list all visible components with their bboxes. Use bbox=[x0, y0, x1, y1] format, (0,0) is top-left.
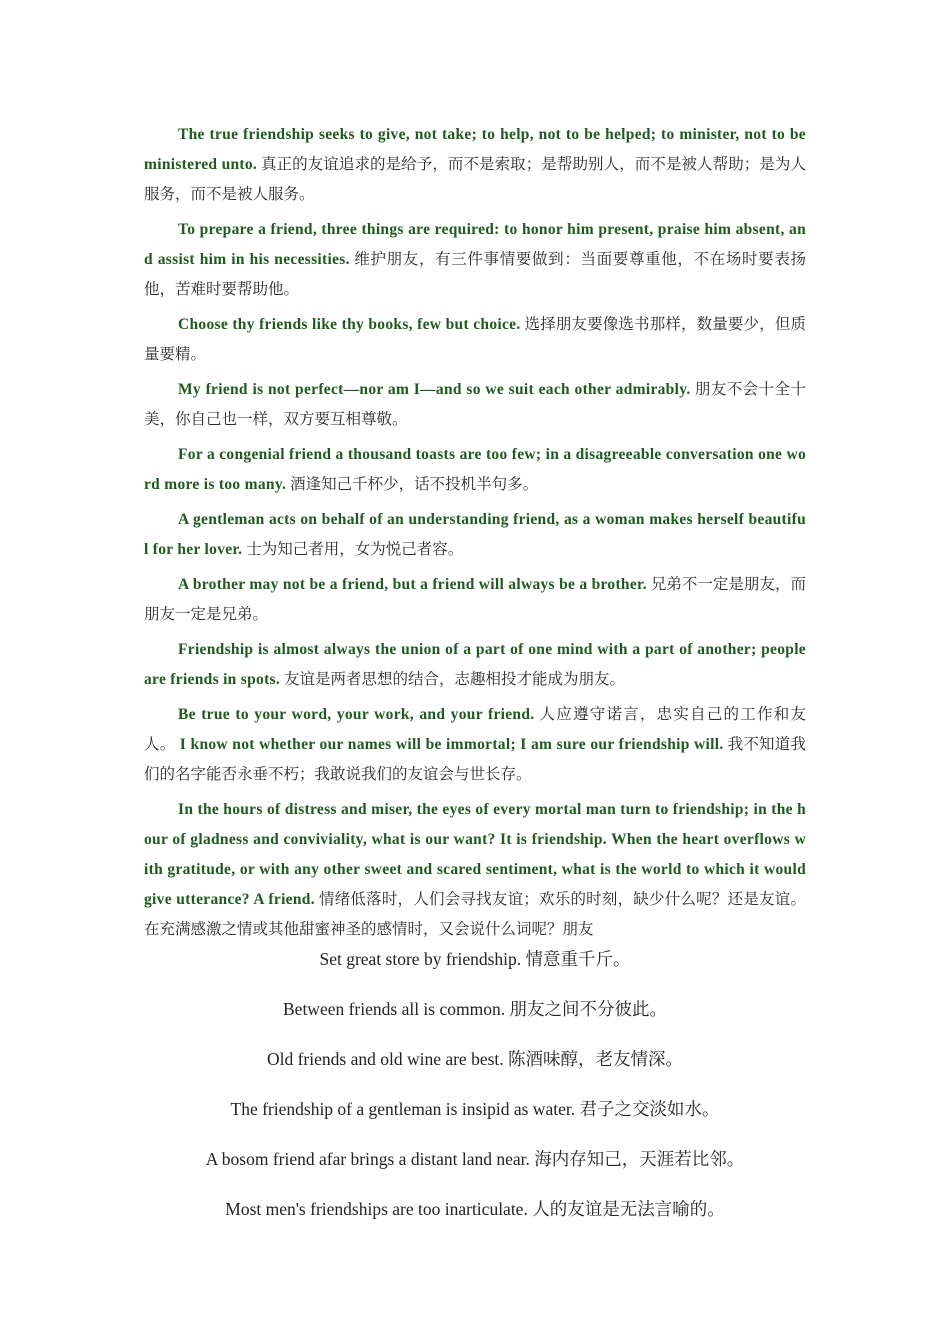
chinese-translation: 朋友不会十全十美，你自己也一样，双方要互相尊敬。 bbox=[144, 381, 806, 428]
quote-paragraph bbox=[144, 795, 806, 945]
english-quote: Be true to your word, your work, and your friend. bbox=[178, 706, 535, 723]
english-quote: In the hours of distress and miser, the eyes of every mortal man turn to friendship; in the hour of gladness and conviviality, what is our want? It is friendship. When the heart overflows with gratitude, or with any other sweet and scared sentiment, what is the world to which it would give utterance? A friend. bbox=[144, 801, 806, 908]
chinese-translation: 维护朋友，有三件事情要做到：当面要尊重他，不在场时要表扬他，苦难时要帮助他。 bbox=[144, 251, 806, 298]
chinese-translation: 酒逢知己千杯少，话不投机半句多。 bbox=[286, 476, 539, 493]
chinese-translation: 友谊是两者思想的结合，志趣相投才能成为朋友。 bbox=[280, 671, 625, 688]
centered-quote-line: Old friends and old wine are best. 陈酒味醇，老友情深。 bbox=[266, 1049, 684, 1069]
centered-quote-line: The friendship of a gentleman is insipid as water. 君子之交淡如水。 bbox=[230, 1099, 720, 1119]
quote-paragraph bbox=[144, 440, 806, 500]
chinese-translation: 真正的友谊追求的是给予，而不是索取；是帮助别人，而不是被人帮助；是为人服务，而不是被人服务。 bbox=[144, 156, 806, 203]
english-quote: The true friendship seeks to give, not take; to help, not to be helped; to minister, not to be ministered unto. bbox=[144, 126, 806, 173]
document-body bbox=[144, 120, 806, 950]
centered-quote-line: Between friends all is common. 朋友之间不分彼此。 bbox=[283, 999, 667, 1019]
centered-quote-line: A bosom friend afar brings a distant land near. 海内存知己，天涯若比邻。 bbox=[205, 1149, 745, 1169]
quote-paragraph bbox=[144, 375, 806, 435]
english-quote: Friendship is almost always the union of a part of one mind with a part of another; people are friends in spots. bbox=[144, 641, 806, 688]
english-quote: Choose thy friends like thy books, few but choice. bbox=[178, 316, 521, 333]
english-quote: A gentleman acts on behalf of an understanding friend, as a woman makes herself beautiful for her lover. bbox=[144, 511, 806, 558]
english-quote: To prepare a friend, three things are required: to honor him present, praise him absent, and assist him in his necessities. bbox=[144, 221, 806, 268]
quote-paragraph bbox=[144, 215, 806, 305]
chinese-translation: 兄弟不一定是朋友，而朋友一定是兄弟。 bbox=[144, 576, 806, 623]
english-quote: I know not whether our names will be immortal; I am sure our friendship will. bbox=[175, 736, 724, 753]
chinese-translation: 我不知道我们的名字能否永垂不朽；我敢说我们的友谊会与世长存。 bbox=[144, 736, 806, 783]
english-quote: My friend is not perfect—nor am I—and so we suit each other admirably. bbox=[178, 381, 691, 398]
quote-paragraph bbox=[144, 700, 806, 790]
chinese-translation: 情绪低落时，人们会寻找友谊；欢乐的时刻，缺少什么呢？还是友谊。在充满感激之情或其他甜蜜神圣的感情时，又会说什么词呢？朋友 bbox=[144, 891, 806, 938]
centered-quote-line: Most men's friendships are too inarticulate. 人的友谊是无法言喻的。 bbox=[225, 1199, 725, 1219]
english-quote: A brother may not be a friend, but a friend will always be a brother. bbox=[178, 576, 647, 593]
quote-paragraph bbox=[144, 635, 806, 695]
chinese-translation: 人应遵守诺言，忠实自己的工作和友人。 bbox=[144, 706, 806, 753]
quote-paragraph bbox=[144, 505, 806, 565]
quote-paragraph bbox=[144, 310, 806, 370]
quote-paragraph bbox=[144, 570, 806, 630]
centered-quote-line: Set great store by friendship. 情意重千斤。 bbox=[319, 949, 631, 969]
quote-paragraph bbox=[144, 120, 806, 210]
english-quote: For a congenial friend a thousand toasts are too few; in a disagreeable conversation one word more is too many. bbox=[144, 446, 806, 493]
chinese-translation: 选择朋友要像选书那样，数量要少，但质量要精。 bbox=[144, 316, 806, 363]
chinese-translation: 士为知己者用，女为悦己者容。 bbox=[242, 541, 464, 558]
